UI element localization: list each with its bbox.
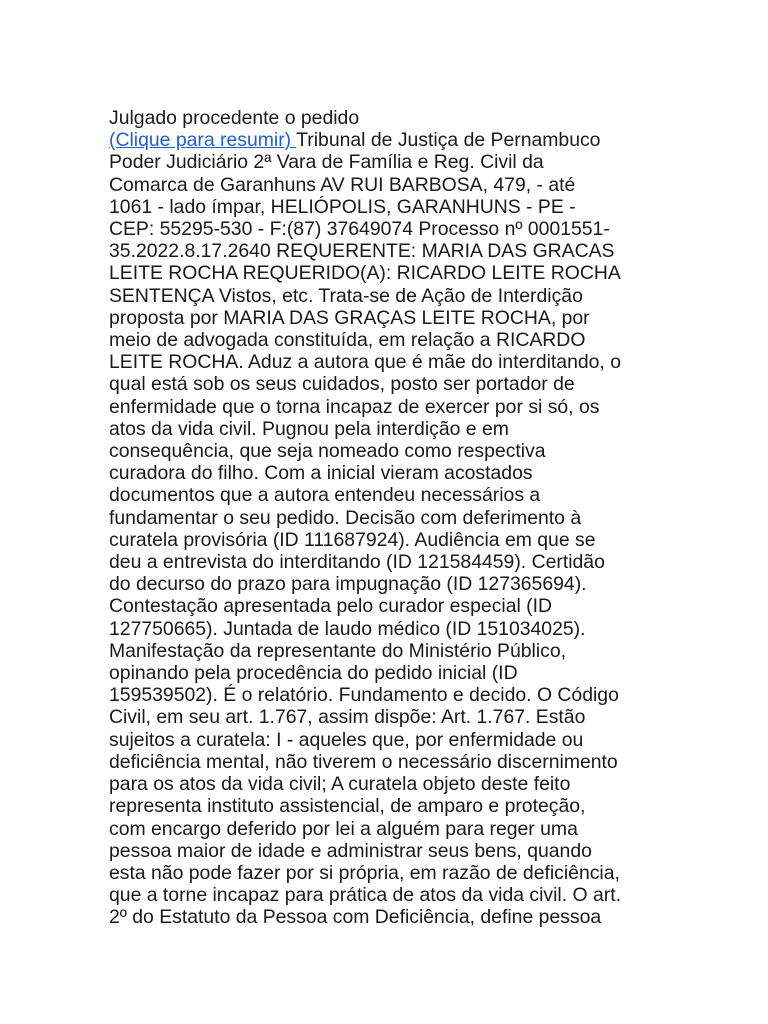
text-line: 35.2022.8.17.2640 REQUERENTE: MARIA DAS GRACAS: [109, 240, 615, 263]
text-line: que a torne incapaz para prática de atos da vida civil. O art.: [109, 884, 621, 907]
first-text-line: [109, 129, 664, 151]
text-line: deu a entrevista do interditando (ID 121584459). Certidão: [109, 551, 605, 574]
text-line: 159539502). É o relatório. Fundamento e decido. O Código: [109, 684, 619, 707]
text-line: do decurso do prazo para impugnação (ID 127365694).: [109, 573, 587, 596]
text-line: atos da vida civil. Pugnou pela interdição e em: [109, 417, 509, 440]
text-line: sujeitos a curatela: I - aqueles que, por enfermidade ou: [109, 728, 584, 751]
text-line: consequência, que seja nomeado como respectiva: [109, 440, 546, 463]
court-name: Tribunal de Justiça de Pernambuco: [296, 129, 601, 152]
text-line: 127750665). Juntada de laudo médico (ID 151034025).: [109, 617, 586, 640]
text-line: esta não pode fazer por si própria, em razão de deficiência,: [109, 861, 620, 884]
text-line: curadora do filho. Com a inicial vieram acostados: [109, 462, 533, 485]
text-line: qual está sob os seus cuidados, posto ser portador de: [109, 373, 575, 396]
text-line: Poder Judiciário 2ª Vara de Família e Reg. Civil da: [109, 151, 544, 174]
text-line: com encargo deferido por lei a alguém para reger uma: [109, 817, 578, 840]
text-line: Manifestação da representante do Ministério Público,: [109, 639, 567, 662]
text-line: documentos que a autora entendeu necessários a: [109, 484, 541, 507]
text-line: LEITE ROCHA REQUERIDO(A): RICARDO LEITE ROCHA: [109, 262, 621, 285]
text-line: representa instituto assistencial, de amparo e proteção,: [109, 795, 586, 818]
summary-toggle-link[interactable]: (Clique para resumir): [109, 129, 297, 152]
text-line: curatela provisória (ID 111687924). Audiência em que se: [109, 528, 596, 551]
text-line: Contestação apresentada pelo curador especial (ID: [109, 595, 553, 618]
text-line: SENTENÇA Vistos, etc. Trata-se de Ação de Interdição: [109, 284, 583, 307]
text-line: Civil, em seu art. 1.767, assim dispõe: Art. 1.767. Estão: [109, 706, 586, 729]
text-line: Comarca de Garanhuns AV RUI BARBOSA, 479, - até: [109, 173, 576, 196]
document-body: [109, 107, 664, 929]
text-line: para os atos da vida civil; A curatela objeto deste feito: [109, 773, 571, 796]
document-text: [109, 151, 664, 928]
document-heading: Julgado procedente o pedido: [109, 107, 360, 129]
text-line: enfermidade que o torna incapaz de exercer por si só, os: [109, 395, 600, 418]
text-line: CEP: 55295-530 - F:(87) 37649074 Processo nº 0001551-: [109, 218, 610, 241]
text-line: fundamentar o seu pedido. Decisão com deferimento à: [109, 506, 582, 529]
text-line: proposta por MARIA DAS GRAÇAS LEITE ROCHA, por: [109, 306, 590, 329]
text-line: 2º do Estatuto da Pessoa com Deficiência, define pessoa: [109, 906, 602, 929]
text-line: LEITE ROCHA. Aduz a autora que é mãe do interditando, o: [109, 351, 621, 374]
text-line: 1061 - lado ímpar, HELIÓPOLIS, GARANHUNS - PE -: [109, 195, 576, 218]
text-line: meio de advogada constituída, em relação a RICARDO: [109, 329, 586, 352]
text-line: pessoa maior de idade e administrar seus bens, quando: [109, 839, 592, 862]
text-line: opinando pela procedência do pedido inicial (ID: [109, 662, 518, 685]
text-line: deficiência mental, não tiverem o necessário discernimento: [109, 750, 618, 773]
